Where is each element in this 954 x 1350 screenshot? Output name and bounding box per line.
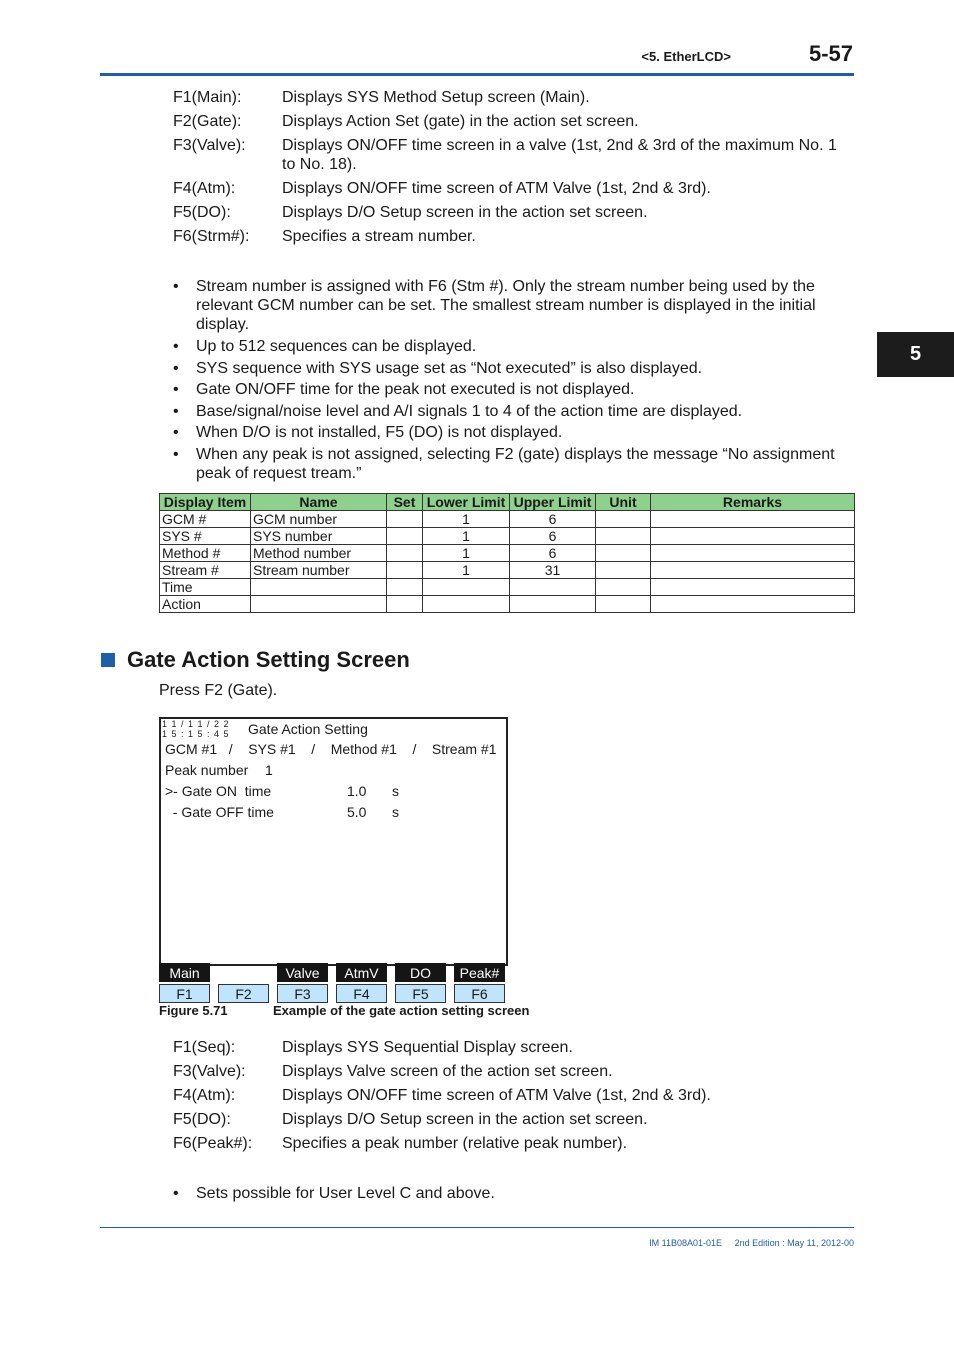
table-cell: 1 [423,545,510,562]
header-rule [100,73,854,76]
bullet: • [173,424,179,441]
timestamp-time: 1 5 : 1 5 : 4 5 [162,729,230,739]
bullet: • [173,278,179,295]
gate-on-unit: s [392,783,399,799]
list-item-text: Up to 512 sequences can be displayed. [196,338,477,355]
gate-on-value[interactable]: 1.0 [347,783,367,799]
table-row [160,579,855,596]
bullet: • [173,338,179,355]
table-cell [651,596,855,613]
table-cell [651,545,855,562]
table-cell [596,596,651,613]
table-cell [651,528,855,545]
bullet: • [173,403,179,420]
key-description: Specifies a peak number (relative peak number). [282,1135,628,1152]
table-cell [596,545,651,562]
table-cell [510,579,596,596]
footer-doc-info [649,1238,854,1248]
softkey-main[interactable]: Main [159,963,210,982]
f2-key[interactable]: F2 [218,984,269,1003]
f6-key[interactable]: F6 [454,984,505,1003]
column-header: Remarks [651,494,855,511]
table-cell [251,596,387,613]
column-header: Display Item [160,494,251,511]
table-cell [651,579,855,596]
column-header: Set [387,494,423,511]
table-row [160,596,855,613]
table-cell: Method # [160,545,251,562]
gate-off-label[interactable]: - Gate OFF time [165,804,274,820]
list-item-text: When any peak is not assigned, selecting F2 (gate) displays the message “No assignment peak of request tream.” [196,446,835,482]
gate-off-value[interactable]: 5.0 [347,804,367,820]
key-label: F4(Atm): [173,180,236,197]
f5-key[interactable]: F5 [395,984,446,1003]
table-cell: 6 [510,545,596,562]
column-header: Upper Limit [510,494,596,511]
table-cell [387,596,423,613]
footer-doc-id: IM 11B08A01-01E [649,1238,723,1248]
peak-number-value[interactable]: 1 [265,762,273,778]
section-instruction: Press F2 (Gate). [159,682,278,699]
table-header-row [160,494,855,511]
key-description: Displays SYS Method Setup screen (Main). [282,89,590,106]
screen-title: Gate Action Setting [248,721,368,737]
table-cell: Stream number [251,562,387,579]
softkey-peak[interactable]: Peak# [454,963,505,982]
table-cell: Stream # [160,562,251,579]
parameter-table [159,493,855,613]
peak-number-label: Peak number [165,762,249,778]
section-marker-icon [101,653,115,667]
softkey-atmv[interactable]: AtmV [336,963,387,982]
table-row [160,528,855,545]
table-cell: 1 [423,562,510,579]
lcd-screen [159,717,508,966]
table-cell [387,511,423,528]
key-description: Displays ON/OFF time screen of ATM Valve (1st, 2nd & 3rd). [282,1087,711,1104]
table-cell [510,596,596,613]
key-label: F1(Main): [173,89,242,106]
column-header: Name [251,494,387,511]
key-label: F3(Valve): [173,1063,246,1080]
list-item-text: SYS sequence with SYS usage set as “Not executed” is also displayed. [196,360,703,377]
screen-path: GCM #1 / SYS #1 / Method #1 / Stream #1 [165,741,497,757]
table-cell [596,562,651,579]
chapter-tab: 5 [877,332,954,377]
key-label: F6(Strm#): [173,228,250,245]
table-cell [596,528,651,545]
column-header: Lower Limit [423,494,510,511]
softkey-valve[interactable]: Valve [277,963,328,982]
table-cell: 1 [423,528,510,545]
key-description: Displays ON/OFF time screen of ATM Valve (1st, 2nd & 3rd). [282,180,711,197]
key-description: Displays D/O Setup screen in the action set screen. [282,204,648,221]
key-label: F3(Valve): [173,137,246,154]
list-item-text: When D/O is not installed, F5 (DO) is not displayed. [196,424,563,441]
key-label: F4(Atm): [173,1087,236,1104]
table-cell: 6 [510,511,596,528]
list-item-text: Stream number is assigned with F6 (Stm #). Only the stream number being used by the relevant GCM number can be set. The smallest stream number is displayed in the initial display. [196,278,816,333]
table-cell: SYS number [251,528,387,545]
table-cell [251,579,387,596]
bullet: • [173,446,179,463]
table-row [160,511,855,528]
gate-off-unit: s [392,804,399,820]
section-title: Gate Action Setting Screen [127,647,410,672]
table-cell [596,579,651,596]
key-label: F6(Peak#): [173,1135,253,1152]
key-description: Displays Valve screen of the action set screen. [282,1063,613,1080]
table-cell [651,511,855,528]
key-label: F5(DO): [173,1111,231,1128]
f4-key[interactable]: F4 [336,984,387,1003]
softkey-do[interactable]: DO [395,963,446,982]
table-cell [387,562,423,579]
table-cell: 1 [423,511,510,528]
table-cell: Time [160,579,251,596]
table-cell [387,528,423,545]
key-description: Displays D/O Setup screen in the action set screen. [282,1111,648,1128]
page-number: 5-57 [808,41,853,66]
f3-key[interactable]: F3 [277,984,328,1003]
running-header-section: <5. EtherLCD> [641,49,731,64]
list-item-text: Gate ON/OFF time for the peak not executed is not displayed. [196,381,635,398]
key-description: Specifies a stream number. [282,228,476,245]
list-item-text: Sets possible for User Level C and above. [196,1185,495,1202]
key-description: Displays SYS Sequential Display screen. [282,1039,573,1056]
bullet: • [173,1185,179,1202]
gate-on-label[interactable]: >- Gate ON time [165,783,272,799]
table-cell [596,511,651,528]
bullet: • [173,381,179,398]
table-cell: Action [160,596,251,613]
footer-rule [100,1227,854,1228]
table-cell: SYS # [160,528,251,545]
list-item-text: Base/signal/noise level and A/I signals 1 to 4 of the action time are displayed. [196,403,743,420]
table-cell: 6 [510,528,596,545]
timestamp-date: 1 1 / 1 1 / 2 2 [162,719,230,729]
table-cell [423,596,510,613]
figure-caption: Example of the gate action setting screen [273,1003,530,1018]
table-cell: GCM # [160,511,251,528]
f1-key[interactable]: F1 [159,984,210,1003]
table-cell [423,579,510,596]
table-row [160,545,855,562]
key-description: Displays ON/OFF time screen in a valve (1st, 2nd & 3rd of the maximum No. 1 to No. 18). [282,137,837,173]
key-label: F5(DO): [173,204,231,221]
bullet: • [173,360,179,377]
column-header: Unit [596,494,651,511]
key-label: F2(Gate): [173,113,242,130]
table-cell [387,579,423,596]
table-cell [651,562,855,579]
table-cell: Method number [251,545,387,562]
table-cell [387,545,423,562]
table-cell: GCM number [251,511,387,528]
table-row [160,562,855,579]
key-description: Displays Action Set (gate) in the action set screen. [282,113,639,130]
table-cell: 31 [510,562,596,579]
figure-number: Figure 5.71 [159,1003,228,1018]
footer-edition: 2nd Edition : May 11, 2012-00 [734,1238,854,1248]
key-label: F1(Seq): [173,1039,236,1056]
